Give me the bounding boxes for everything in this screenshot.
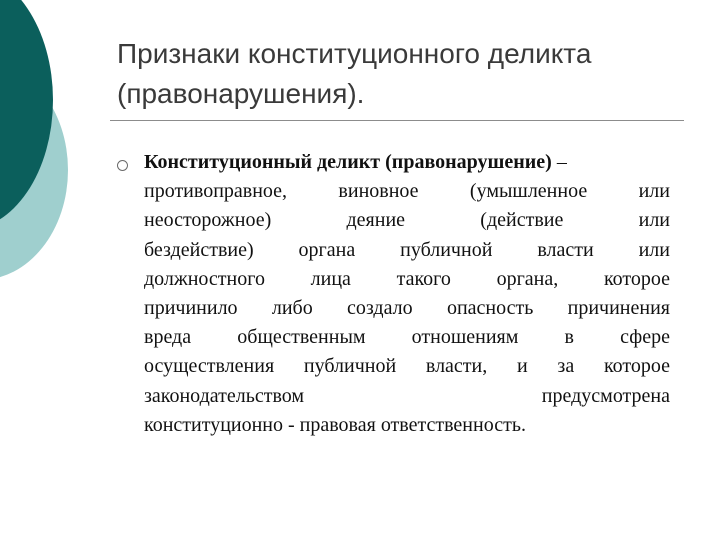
bullet-line-5: должностного лица такого органа, которое xyxy=(144,267,670,290)
bullet-line-3: неосторожное) деяние (действие или xyxy=(144,209,670,232)
bullet-line-1 xyxy=(144,148,670,177)
bullet-line-6: причинило либо создало опасность причинения xyxy=(144,296,670,319)
bullet-line-8: осуществления публичной власти, и за которое xyxy=(144,355,670,378)
title-line-1: Признаки конституционного деликта xyxy=(117,38,592,69)
slide-title xyxy=(117,34,697,114)
bullet-text xyxy=(144,148,670,440)
bullet-dash: – xyxy=(551,151,567,173)
decorative-circles xyxy=(0,0,120,300)
bullet-line-4: бездействие) органа публичной власти или xyxy=(144,238,670,261)
bullet-lead-term: Конституционный деликт (правонарушение) xyxy=(144,151,552,173)
bullet-circle-icon xyxy=(117,160,128,171)
bullet-line-9: законодательством предусмотрена xyxy=(144,384,670,407)
bullet-line-10: конституционно - правовая ответственность. xyxy=(144,413,526,436)
bullet-line-7: вреда общественным отношениям в сфере xyxy=(144,326,670,349)
title-divider xyxy=(110,120,684,121)
bullet-line-2: противоправное, виновное (умышленное или xyxy=(144,180,670,203)
title-line-2: (правонарушения). xyxy=(117,78,365,109)
